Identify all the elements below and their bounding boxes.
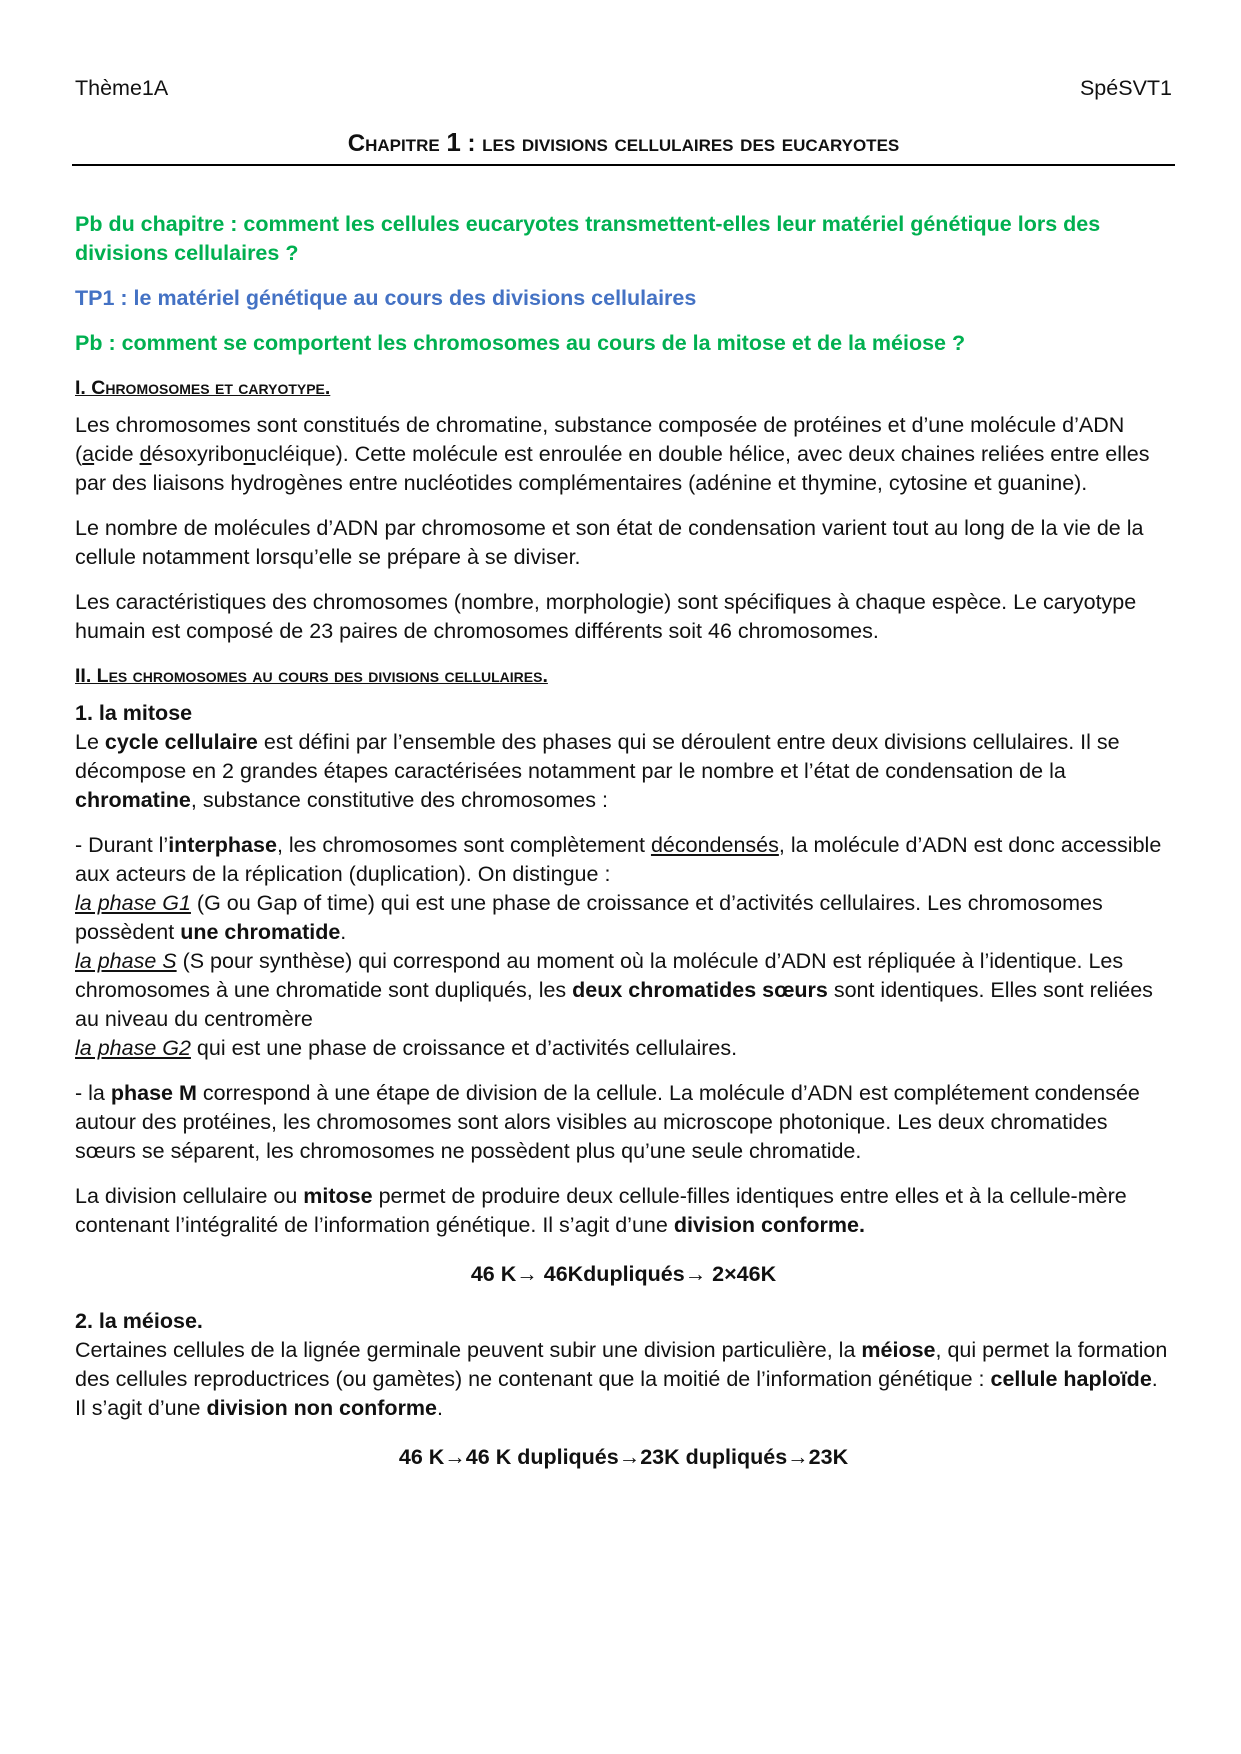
section1-paragraph-2: Le nombre de molécules d’ADN par chromosome et son état de condensation varient tout au long de la vie de la cellule notamment lorsqu’elle se prépare à se diviser. bbox=[75, 516, 1144, 569]
text-segment: la phase S bbox=[75, 949, 177, 973]
section2-heading: II. Les chromosomes au cours des divisions cellulaires. bbox=[75, 665, 548, 687]
tp1-heading: TP1 : le matériel génétique au cours des divisions cellulaires bbox=[75, 286, 697, 310]
text-segment: , la molécule d’ADN est donc accessible aux acteurs de la réplication (duplication). On distingue : bbox=[75, 833, 1162, 886]
mitose-formula: 46 K→ 46Kdupliqués→ 2×46K bbox=[470, 1262, 777, 1286]
text-segment: interphase bbox=[168, 833, 277, 857]
text-segment: cide bbox=[94, 442, 140, 466]
problem: Pb : comment se comportent les chromosomes au cours de la mitose et de la méiose ? bbox=[75, 331, 966, 355]
text-segment: - Durant l’ bbox=[75, 833, 169, 857]
text-segment: , les chromosomes sont complètement bbox=[276, 833, 651, 857]
text-segment: . Il s’agit d’une bbox=[75, 1367, 1158, 1420]
text-segment: n bbox=[243, 442, 256, 466]
mitose-title: 1. la mitose bbox=[75, 701, 193, 725]
text-segment: (S pour synthèse) qui correspond au moment où la molécule d’ADN est répliquée à l’identique. Les chromosomes à une chromatide sont dupliqués, les bbox=[75, 949, 1124, 1002]
section1-paragraph-3: Les caractéristiques des chromosomes (nombre, morphologie) sont spécifiques à chaque espèce. Le caryotype humain est composé de 23 paires de chromosomes différents soit 46 chromosomes. bbox=[75, 590, 1137, 643]
text-segment: chromatine bbox=[75, 788, 191, 812]
text-segment: décondensés bbox=[650, 833, 779, 857]
section1-heading: I. Chromosomes et caryotype. bbox=[75, 377, 331, 399]
text-segment: d bbox=[139, 442, 152, 466]
text-segment: (G ou Gap of time) qui est une phase de croissance et d’activités cellulaires. Les chromosomes possèdent bbox=[75, 891, 1103, 944]
chapter-problem: Pb du chapitre : comment les cellules eucaryotes transmettent-elles leur matériel génétique lors des divisions cellulaires ? bbox=[75, 212, 1101, 265]
meiose-title: 2. la méiose. bbox=[75, 1309, 203, 1333]
document-body bbox=[75, 210, 1172, 1490]
text-segment: . bbox=[437, 1396, 443, 1420]
meiose-formula: 46 K→46 K dupliqués→23K dupliqués→23K bbox=[398, 1445, 849, 1469]
text-segment: qui est une phase de croissance et d’activités cellulaires. bbox=[190, 1036, 738, 1060]
mitose-paragraph-interphase bbox=[75, 831, 1172, 1063]
header-theme: Thème1A bbox=[75, 76, 169, 100]
text-segment: ucléique). Cette molécule est enroulée en double hélice, avec deux chaines reliées entre elles par des liaisons hydrogènes entre nucléotides complémentaires (adénine et thymine, cytosine et guanine). bbox=[75, 442, 1150, 495]
chapter-title bbox=[75, 128, 1172, 158]
text-segment: Les chromosomes sont constitués de chromatine, substance composée de protéines et d’une molécule d’ADN ( bbox=[75, 413, 1125, 466]
text-segment: . bbox=[340, 920, 347, 944]
text-segment: a bbox=[82, 442, 95, 466]
mitose-paragraph-1 bbox=[75, 728, 1172, 815]
text-segment: deux chromatides sœurs bbox=[572, 978, 828, 1002]
text-segment: est défini par l’ensemble des phases qui se déroulent entre deux divisions cellulaires. Il se décompose en 2 grandes étapes caractérisées notamment par le nombre et l’état de condensation de la bbox=[75, 730, 1120, 783]
text-segment: la phase G1 bbox=[75, 891, 191, 915]
text-segment: méiose bbox=[861, 1338, 936, 1362]
text-segment: correspond à une étape de division de la cellule. La molécule d’ADN est complétement condensée autour des protéines, les chromosomes sont alors visibles au microscope photonique. Les deux chromatides sœurs se séparent, les chromosomes ne possèdent plus qu’une seule chromatide. bbox=[75, 1081, 1140, 1163]
title-rest: : les divisions cellulaires des eucaryotes bbox=[460, 130, 900, 157]
text-segment: une chromatide bbox=[180, 920, 341, 944]
title-divider bbox=[72, 164, 1175, 166]
text-segment: mitose bbox=[303, 1184, 373, 1208]
text-segment: division conforme. bbox=[673, 1213, 865, 1237]
mitose-paragraph-conclusion bbox=[75, 1182, 1172, 1240]
text-segment: Certaines cellules de la lignée germinale peuvent subir une division particulière, la bbox=[75, 1338, 862, 1362]
text-segment: cycle cellulaire bbox=[104, 730, 258, 754]
text-segment: Le bbox=[75, 730, 105, 754]
title-number: 1 bbox=[446, 127, 461, 157]
text-segment: division non conforme bbox=[206, 1396, 438, 1420]
text-segment: permet de produire deux cellule-filles identiques entre elles et à la cellule-mère contenant l’intégralité de l’information génétique. Il s’agit d’une bbox=[75, 1184, 1127, 1237]
title-prefix: Chapitre bbox=[347, 130, 447, 157]
text-segment: sont identiques. Elles sont reliées au niveau du centromère bbox=[75, 978, 1153, 1031]
mitose-paragraph-phase-m bbox=[75, 1079, 1172, 1166]
page-header bbox=[75, 74, 1172, 103]
header-course: SpéSVT1 bbox=[1079, 76, 1172, 100]
text-segment: cellule haploïde bbox=[990, 1367, 1152, 1391]
text-segment: , qui permet la formation des cellules reproductrices (ou gamètes) ne contenant que la moitié de l’information génétique : bbox=[75, 1338, 1168, 1391]
section1-paragraph-1 bbox=[75, 411, 1172, 498]
meiose-paragraph bbox=[75, 1336, 1172, 1423]
text-segment: la phase G2 bbox=[75, 1036, 191, 1060]
text-segment: ésoxyribo bbox=[151, 442, 244, 466]
text-segment: , substance constitutive des chromosomes : bbox=[190, 788, 608, 812]
text-segment: - la bbox=[75, 1081, 111, 1105]
text-segment: phase M bbox=[110, 1081, 197, 1105]
text-segment: La division cellulaire ou bbox=[75, 1184, 304, 1208]
